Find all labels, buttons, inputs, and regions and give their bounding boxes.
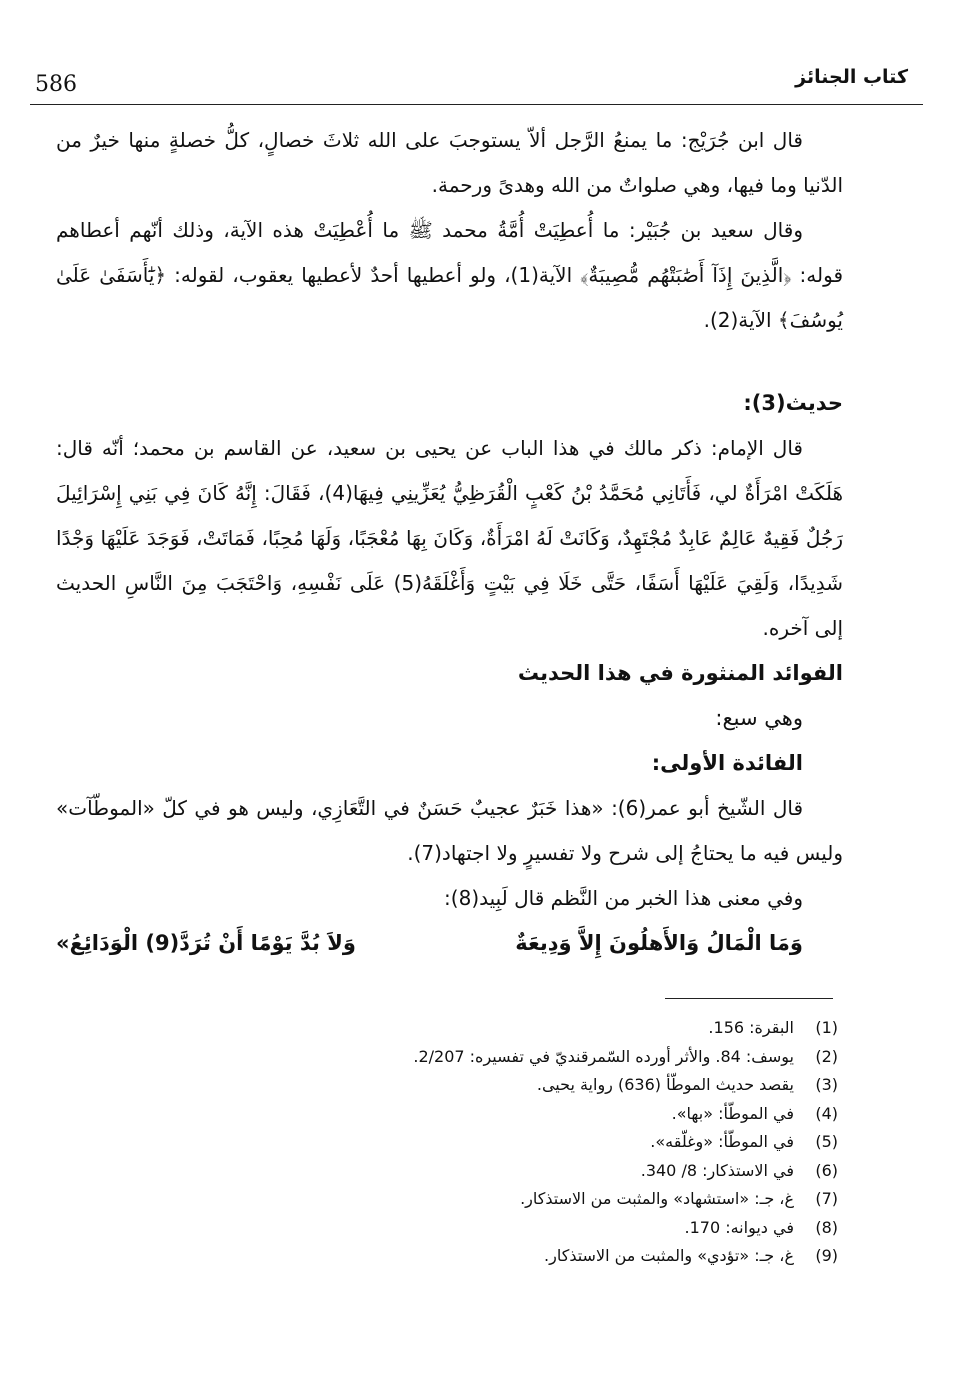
footnote-item — [300, 1185, 838, 1214]
footnote-number: (8) — [815, 1217, 838, 1237]
spacer — [56, 343, 843, 381]
footnote-text: يقصد حديث الموطّأ (636) رواية يحيى. — [536, 1075, 794, 1094]
footnote-number: (1) — [815, 1018, 838, 1037]
running-head — [30, 60, 923, 105]
footnote-item — [300, 1100, 838, 1129]
poem-verse — [56, 921, 843, 966]
running-title: كتاب الجنائز — [795, 66, 908, 88]
footnote-text: في الموطّأ: «بها». — [671, 1103, 794, 1123]
footnote-text: يوسف: 84. والأثر أورده السّمرقنديّ في تفسيره: 2/207. — [413, 1046, 794, 1066]
footnote-number: (9) — [815, 1246, 838, 1265]
footnote-number: (3) — [815, 1075, 838, 1094]
verse-second-hemistich: وَلاَ بُدَّ يَوْمًا أَنْ تُرَدَّ(9) الْوَدَائِعُ» — [56, 931, 356, 955]
footnote-text: في ديوانه: 170. — [684, 1217, 794, 1237]
footnote-text: في الاستذكار: 8/ 340. — [640, 1160, 794, 1180]
paragraph-said-ibn-jubayr: وقال سعيد بن جُبَيْر: ما أُعطِيَتْ أُمَّةُ محمد ﷺ ما أُعْطِيَتْ هذه الآية، وذلك أنّهم أعطاهم قوله: ﴿الَّذِينَ إِذَآ أَصَٰبَتْهُم مُّصِيبَةٌ﴾ الآية(1)، ولو أعطيها أحدٌ لأعطيها يعقوب، لقوله: ﴿يَٰٓأَسَفَىٰ عَلَىٰ يُوسُفَ﴾ الآية(2). — [56, 218, 843, 332]
footnote-item — [300, 1043, 838, 1072]
paragraph-hadith: قال الإمام: ذكر مالك في هذا الباب عن يحيى بن سعيد، عن القاسم بن محمد؛ أنّه قال: هَلَكَتْ امْرَأَةٌ لي، فَأَتَانِي مُحَمَّدُ بْنُ كَعْبٍ الْقُرَظِيُّ يُعَزِّينِي فِيهَا(4)، فَقَالَ: إِنَّهُ كَانَ فِي بَنِي إِسْرَائِيلَ رَجُلٌ فَقِيهٌ عَالِمٌ عَابِدٌ مُجْتَهِدٌ، وَكَانَتْ لَهُ امْرَأَةٌ، وَكَانَ بِهَا مُعْجَبًا، وَلَهَا مُحِبًا، فَمَاتَتْ، فَوَجَدَ عَلَيْهَا وَجْدًا شَدِيدًا، وَلَقِيَ عَلَيْهَا أَسَفًا، حَتَّى خَلَا فِي بَيْتٍ وَأَغْلَقَهُ(5) عَلَى نَفْسِهِ، وَاحْتَجَبَ مِنَ النَّاسِ الحديث إلى آخره. — [56, 436, 843, 640]
footnote-item — [300, 1157, 838, 1186]
footnote-number: (2) — [815, 1046, 838, 1066]
footnote-text: غ، جـ: «استشهاد» والمثبت من الاستذكار. — [520, 1189, 794, 1208]
footnote-number: (4) — [815, 1103, 838, 1123]
footnote-item — [300, 1014, 838, 1043]
first-benefit-heading: الفائدة الأولى: — [651, 751, 803, 775]
footnotes — [300, 1014, 838, 1271]
footnote-text: البقرة: 156. — [708, 1018, 794, 1037]
footnote-item — [300, 1128, 838, 1157]
paragraph-abu-umar: قال الشّيخ أبو عمر(6): «هذا خَبَرٌ عجيبٌ حَسَنٌ في التَّعَازِي، وليس هو في كلّ «الموطّآت» وليس فيه ما يحتاجُ إلى شرح ولا تفسيرٍ ولا اجتهاد(7). — [56, 796, 843, 865]
page-number: 586 — [35, 72, 77, 97]
footnote-number: (6) — [815, 1160, 838, 1180]
paragraph-labid: وفي معنى هذا الخبر من النَّظم قال لَبِيد(8): — [444, 886, 803, 910]
body-text — [56, 118, 843, 966]
footnote-text: غ، جـ: «تؤدي» والمثبت من الاستذكار. — [544, 1246, 794, 1265]
benefits-heading: الفوائد المنثورة في هذا الحديث — [517, 661, 843, 685]
paragraph-ibn-jurayj: قال ابن جُرَيْج: ما يمنعُ الرَّجل ألاّ يستوجبَ على الله ثلاثَ خصالٍ، كلُّ خصلةٍ منها خيرٌ من الدّنيا وما فيها، وهي صلواتٌ من الله وهدىً ورحمة. — [56, 128, 843, 197]
hadith-heading: حديث(3): — [743, 391, 843, 415]
seven-label: وهي سبع: — [715, 706, 803, 730]
footnote-item — [300, 1071, 838, 1100]
verse-first-hemistich: وَمَا الْمَالُ وَالأَهلُونَ إِلاَّ وَدِيعَةٌ — [515, 931, 803, 955]
footnote-item — [300, 1214, 838, 1243]
footnote-separator — [665, 998, 833, 999]
footnote-text: في الموطّأ: «وغلّقه». — [650, 1132, 794, 1151]
footnote-number: (5) — [815, 1132, 838, 1151]
footnote-item — [300, 1242, 838, 1271]
footnote-number: (7) — [815, 1189, 838, 1208]
